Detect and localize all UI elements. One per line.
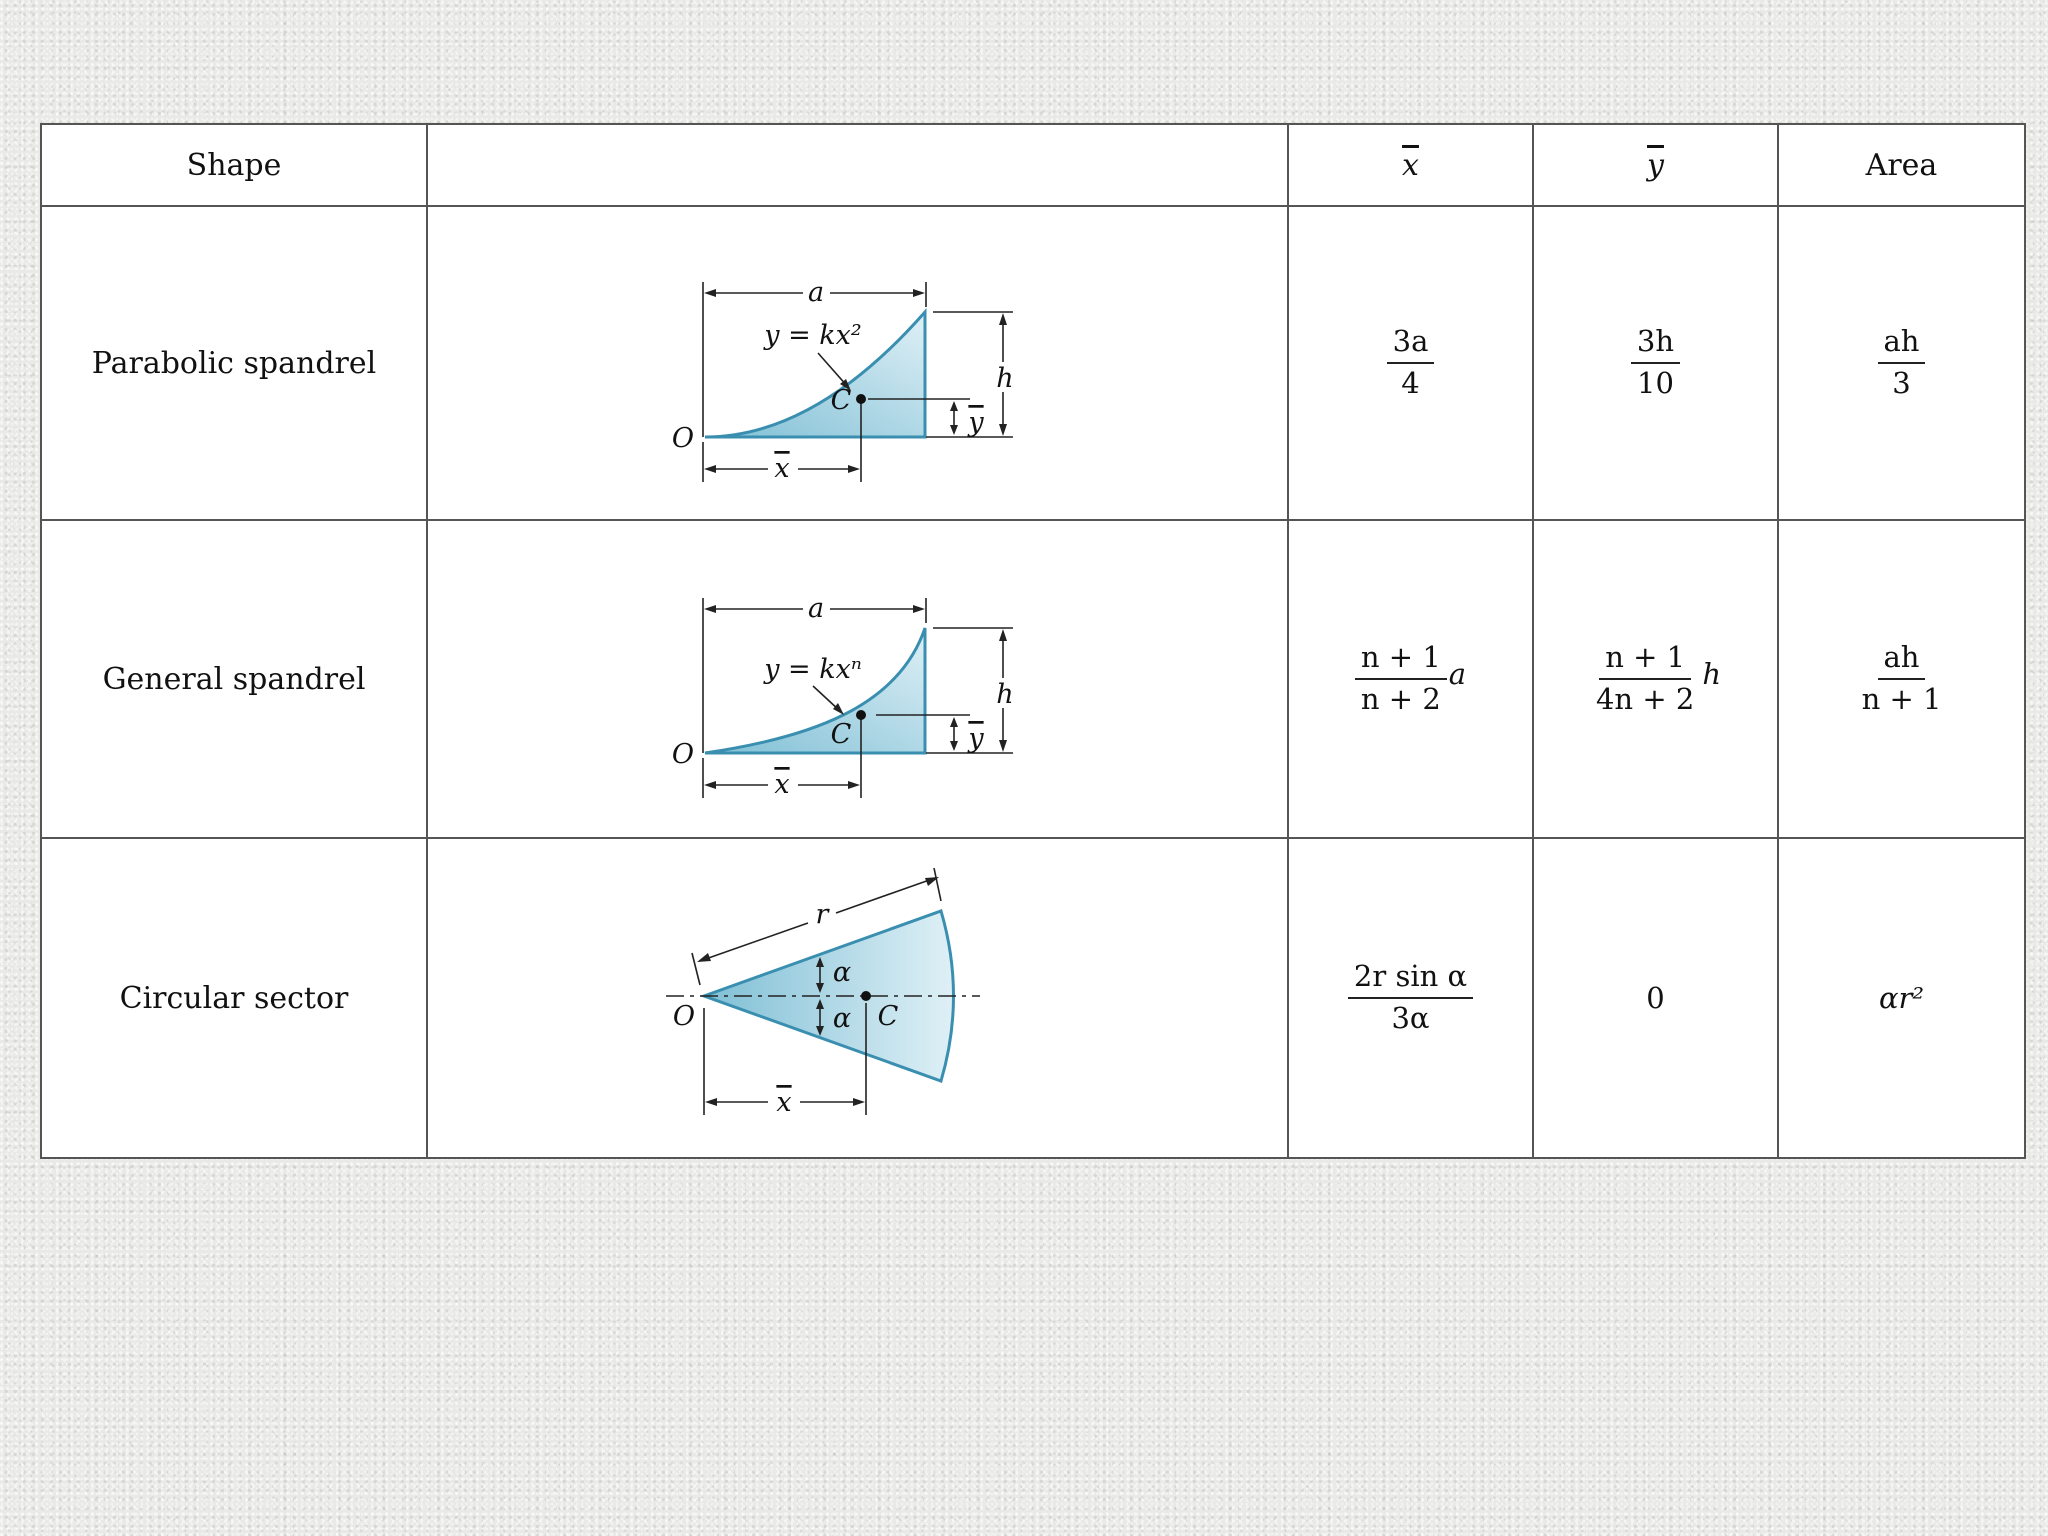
dim-r: r xyxy=(815,899,828,930)
area-value xyxy=(1778,206,2025,520)
dim-a: a xyxy=(807,277,824,308)
frac-num: 3h xyxy=(1631,326,1680,364)
centroid-label: C xyxy=(830,385,851,416)
frac-den: 3α xyxy=(1391,1001,1430,1035)
centroid-dot xyxy=(856,710,866,720)
y-bar-value xyxy=(1533,838,1778,1158)
dim-a: a xyxy=(807,593,824,624)
frac-den: 4n + 2 xyxy=(1595,682,1695,716)
header-row xyxy=(41,124,2025,206)
x-bar-symbol: $\overline{x}$ xyxy=(1402,147,1419,183)
header-y-bar xyxy=(1533,124,1778,206)
frac-den: 3 xyxy=(1892,366,1911,400)
dim-xbar: x xyxy=(775,1087,792,1118)
figure-cell xyxy=(427,838,1288,1158)
y-bar-zero: 0 xyxy=(1646,981,1665,1015)
frac-num: ah xyxy=(1878,326,1926,364)
table-row xyxy=(41,838,2025,1158)
frac-num: n + 1 xyxy=(1355,642,1447,680)
y-bar-value xyxy=(1533,520,1778,838)
curve-label: y = kx² xyxy=(763,320,862,351)
area-value xyxy=(1778,520,2025,838)
table-row xyxy=(41,206,2025,520)
header-x-bar xyxy=(1288,124,1533,206)
dim-h: h xyxy=(995,679,1014,710)
centroid-label: C xyxy=(830,719,851,750)
spandrel-shape xyxy=(705,628,925,753)
dim-ybar: y xyxy=(967,407,984,438)
centroid-dot xyxy=(856,394,866,404)
frac-suffix: h xyxy=(1702,657,1721,691)
y-bar-symbol: $\overline{y}$ xyxy=(1647,147,1664,183)
centroid-label: C xyxy=(877,1001,898,1032)
header-figure xyxy=(427,124,1288,206)
area-sector: αr² xyxy=(1878,981,1925,1015)
origin-label: O xyxy=(671,739,694,770)
frac-den: 10 xyxy=(1637,366,1674,400)
circular-sector-diagram xyxy=(608,853,1108,1143)
x-bar-value xyxy=(1288,206,1533,520)
x-bar-value xyxy=(1288,520,1533,838)
frac-num: 3a xyxy=(1387,326,1435,364)
dim-xbar: x xyxy=(773,769,790,800)
dim-ybar: y xyxy=(967,723,984,754)
table-row xyxy=(41,520,2025,838)
shape-name: Circular sector xyxy=(41,838,427,1158)
centroid-table-sheet xyxy=(40,123,2024,1159)
figure-cell xyxy=(427,520,1288,838)
centroid-dot xyxy=(861,991,871,1001)
frac-den: n + 1 xyxy=(1861,682,1942,716)
dim-xbar: x xyxy=(773,453,790,484)
header-shape: Shape xyxy=(41,124,427,206)
curve-label: y = kxⁿ xyxy=(763,654,862,685)
frac-num: ah xyxy=(1878,642,1926,680)
shape-name: General spandrel xyxy=(41,520,427,838)
y-bar-value xyxy=(1533,206,1778,520)
dim-h: h xyxy=(995,363,1014,394)
frac-den: n + 2 xyxy=(1360,682,1441,716)
general-spandrel-diagram xyxy=(608,543,1108,815)
frac-suffix: a xyxy=(1448,657,1467,691)
header-area: Area xyxy=(1778,124,2025,206)
origin-label: O xyxy=(672,1001,695,1032)
centroid-table xyxy=(40,123,2026,1159)
frac-den: 4 xyxy=(1401,366,1420,400)
figure-cell xyxy=(427,206,1288,520)
frac-num: 2r sin α xyxy=(1348,961,1473,999)
origin-label: O xyxy=(671,423,694,454)
angle-alpha-top: α xyxy=(832,957,851,988)
area-value xyxy=(1778,838,2025,1158)
x-bar-value xyxy=(1288,838,1533,1158)
angle-alpha-bottom: α xyxy=(832,1003,851,1034)
shape-name: Parabolic spandrel xyxy=(41,206,427,520)
parabolic-spandrel-diagram xyxy=(608,227,1108,499)
frac-num: n + 1 xyxy=(1599,642,1691,680)
